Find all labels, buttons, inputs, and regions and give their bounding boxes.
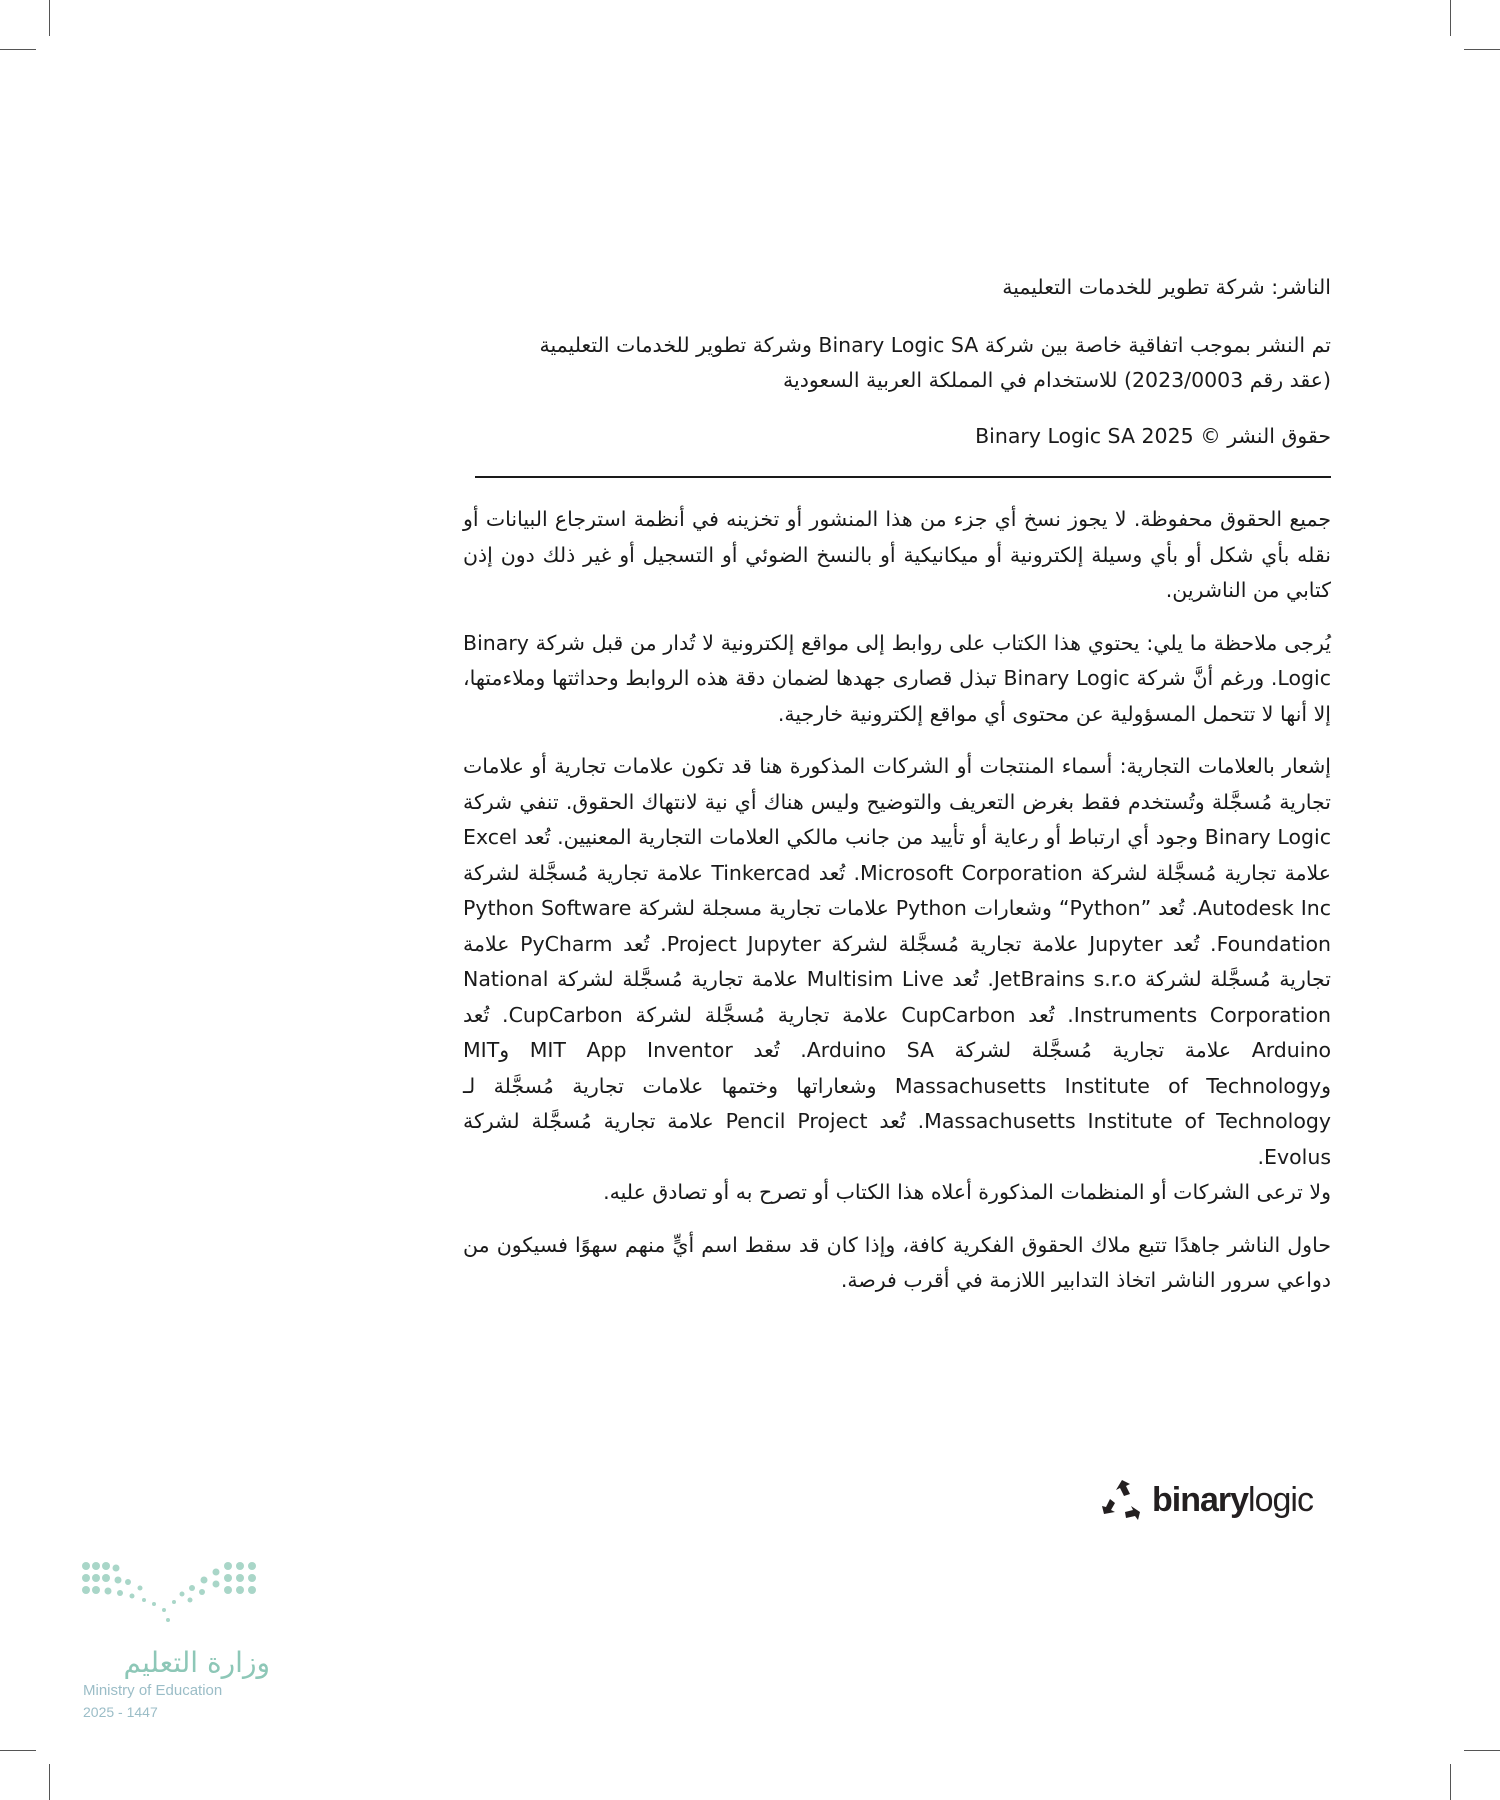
- crop-mark: [1464, 49, 1500, 50]
- agreement-block: [463, 328, 1331, 399]
- rights-reserved-paragraph: جميع الحقوق محفوظة. لا يجوز نسخ أي جزء من هذا المنشور أو تخزينه في أنظمة استرجاع البيانات أو نقله بأي شكل أو بأي وسيلة إلكترونية أو ميكانيكية أو بالنسخ الضوئي أو التسجيل أو غير ذلك دون إذن كتابي من الناشرين.: [463, 507, 1331, 602]
- ministry-arabic-name: وزارة التعليم: [123, 1646, 270, 1679]
- ministry-year: 2025 - 1447: [83, 1704, 158, 1720]
- brand-wordmark: [1152, 1481, 1313, 1520]
- crop-mark: [49, 0, 50, 36]
- links-note-paragraph: يُرجى ملاحظة ما يلي: يحتوي هذا الكتاب على روابط إلى مواقع إلكترونية لا تُدار من قبل شركة Binary Logic. ورغم أنَّ شركة Binary Logic تبذل قصارى جهدها لضمان دقة هذه الروابط وحداثتها وملاءمتها، إلا أنها لا تتحمل المسؤولية عن محتوى أي مواقع إلكترونية خارجية.: [463, 630, 1332, 726]
- publisher-effort-paragraph: حاول الناشر جاهدًا تتبع ملاك الحقوق الفكرية كافة، وإذا كان قد سقط اسم أيٍّ منهم سهوًا فسيكون من دواعي سرور الناشر اتخاذ التدابير اللازمة في أقرب فرصة.: [463, 1232, 1331, 1292]
- crop-mark: [49, 1764, 50, 1800]
- ministry-english-name: Ministry of Education: [83, 1682, 223, 1699]
- crop-mark: [1450, 1764, 1451, 1800]
- crop-mark: [0, 49, 36, 50]
- publisher-line: الناشر: شركة تطوير للخدمات التعليمية: [1002, 275, 1331, 299]
- copyright-page: [463, 270, 1331, 1299]
- brand-word-bold: binary: [1152, 1480, 1249, 1519]
- crop-mark: [0, 1750, 36, 1751]
- binarylogic-tri-arrow-logo-icon: [1100, 1478, 1144, 1522]
- no-endorsement-paragraph: ولا ترعى الشركات أو المنظمات المذكورة أعلاه هذا الكتاب أو تصرح به أو تصادق عليه.: [603, 1180, 1331, 1204]
- copyright-line: حقوق النشر © 2025 Binary Logic SA: [975, 423, 1331, 448]
- ministry-dots-emblem-icon: [78, 1558, 268, 1628]
- divider: [475, 476, 1331, 478]
- brand-word-light: logic: [1248, 1480, 1313, 1519]
- binarylogic-logo: [1100, 1474, 1332, 1526]
- crop-mark: [1464, 1750, 1500, 1751]
- trademarks-paragraph: إشعار بالعلامات التجارية: أسماء المنتجات أو الشركات المذكورة هنا قد تكون علامات تجارية أو علامات تجارية مُسجَّلة وتُستخدم فقط بغرض التعريف والتوضيح وليس هناك أي نية لانتهاك الحقوق. تنفي شركة Binary Logic وجود أي ارتباط أو رعاية أو تأييد من جانب مالكي العلامات التجارية المعنيين. تُعد Excel علامة تجارية مُسجَّلة لشركة Microsoft Corporation. تُعد Tinkercad علامة تجارية مُسجَّلة لشركة Autodesk Inc. تُعد ”Python“ وشعارات Python علامات تجارية مسجلة لشركة Python Software Foundation. تُعد Jupyter علامة تجارية مُسجَّلة لشركة Project Jupyter. تُعد PyCharm علامة تجارية مُسجَّلة لشركة JetBrains s.r.o. تُعد Multisim Live علامة تجارية مُسجَّلة لشركة National Instruments Corporation. تُعد CupCarbon علامة تجارية مُسجَّلة لشركة CupCarbon. تُعد Arduino علامة تجارية مُسجَّلة لشركة Arduino SA. تُعد MIT App Inventor وMIT وMassachusetts Institute of Technology وشعاراتها وختمها علامات تجارية مُسجَّلة لـ Massachusetts Institute of Technology. تُعد Pencil Project علامة تجارية مُسجَّلة لشركة Evolus.: [463, 754, 1332, 1169]
- agreement-line: (عقد رقم 2023/0003) للاستخدام في المملكة العربية السعودية: [783, 368, 1331, 392]
- ministry-of-education-logo: [78, 1558, 278, 1728]
- agreement-line: تم النشر بموجب اتفاقية خاصة بين شركة Binary Logic SA وشركة تطوير للخدمات التعليمية: [539, 332, 1331, 357]
- crop-mark: [1450, 0, 1451, 36]
